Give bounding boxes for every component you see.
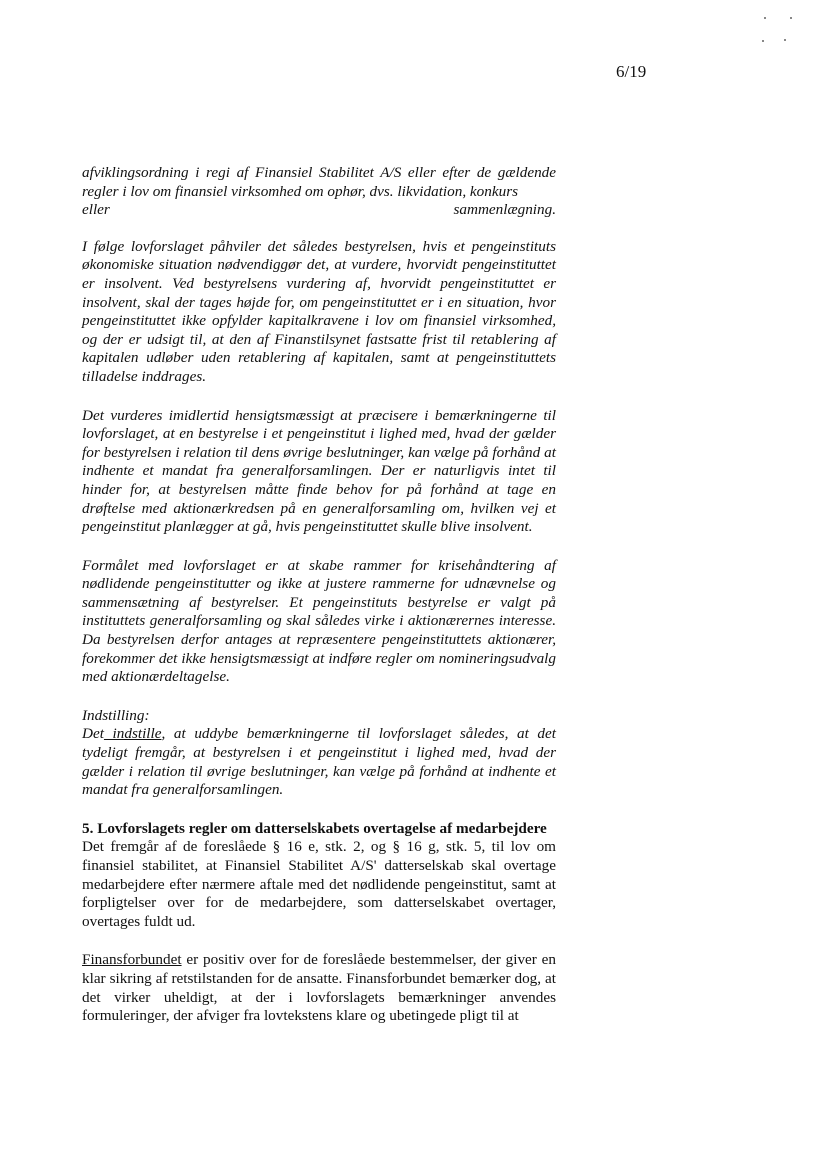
indstilling-text [82,725,556,799]
paragraph-bestyrelsen-vurdering: I følge lovforslaget påhviler det således bestyrelsen, hvis et pengeinstituts økonomiske situation nødvendiggør det, at vurdere, hvorvidt pengeinstituttet er insolvent. Ved bestyrelsens vurdering af, hvorvidt pengeinstituttet er insolvent, skal der tages højde for, om pengeinstituttet er i en situation, hvor pengeinstituttet ikke opfylder kapitalkravene i lov om finansiel virksomhed, og der er udsigt til, at den af Finanstilsynet fastsatte frist til retablering af kapitalen udløber uden retablering af kapitalen, samt at pengeinstituttets tilladelse inddrages. [82,237,556,385]
page-number: 6/19 [616,62,647,81]
paragraph-formaal: Formålet med lovforslaget er at skabe rammer for krisehåndtering af nødlidende pengeinstitutter og ikke at justere rammerne for udnævnelse og sammensætning af bestyrelser. Et pengeinstituts bestyrelse er valgt på instituttets generalforsamling og skal således virke i aktionærernes interesse. Da bestyrelsen derfor antages at repræsentere pengeinstituttets aktionærer, forekommer det ikke hensigtsmæssigt at indføre regler om nomineringsudvalg med aktionærdeltagelse. [82,556,556,686]
indstilling-label: Indstilling: [82,706,150,724]
paragraph-line: afviklingsordning i regi af Finansiel Stabilitet A/S eller efter de gældende regler i lov om finansiel virksomhed om ophør, dvs. likvidation, konkurs [82,164,556,200]
finansforbundet-text: er positiv over for de foreslåede bestemmelser, der giver en klar sikring af retstilstanden for de ansatte. Finansforbundet bemærker dog, at det virker uheldigt, at der i lovforslagets bemærkninger anvendes formuleringer, der afviger fra lovtekstens klare og ubetingede pligt til at [82,951,556,1025]
paragraph-afviklingsordning [82,164,556,220]
section-5-heading: 5. Lovforslagets regler om datterselskabets overtagelse af medarbejdere [82,819,547,837]
paragraph-praecisere-bemaerkninger: Det vurderes imidlertid hensigtsmæssigt at præcisere i bemærkningerne til lovforslaget, at en bestyrelse i et pengeinstitut i lighed med, hvad der gælder for bestyrelsen i relation til dens øvrige beslutninger, kan vælge på forhånd at indhente et mandat fra generalforsamlingen. Der er naturligvis intet til hinder for, at bestyrelsen måtte finde behov for på forhånd at tage en drøftelse med aktionærkredsen på en generalforsamling om, hvilken vej et pengeinstitut planlægger at gå, hvis pengeinstituttet skulle blive insolvent. [82,406,556,536]
indstilling-rest: , at uddybe bemærkningerne til lovforslaget således, at det tydeligt fremgår, at bestyrelsen i et pengeinstitut i lighed med, hvad der gælder i relation til øvrige beslutninger, kan vælge på forhånd at indhente et mandat fra generalforsamlingen. [82,725,556,799]
indstilling-lead: Det [82,725,104,743]
indstilling-block [82,707,556,800]
indstilling-underlined-word: indstille [103,725,162,743]
section-5 [82,820,556,932]
paragraph-line-justified: eller sammenlægning. [82,201,556,219]
document-body [82,164,556,1046]
scan-specks [755,10,815,50]
finansforbundet-name: Finansforbundet [82,951,182,969]
paragraph-finansforbundet [82,951,556,1025]
section-5-text: Det fremgår af de foreslåede § 16 e, stk. 2, og § 16 g, stk. 5, til lov om finansiel stabilitet, at Finansiel Stabilitet A/S' datterselskab skal overtage medarbejdere efter nærmere aftale med det nødlidende pengeinstitut, samt at forpligtelser over for de medarbejdere, som datterselskabet overtager, overtages fuldt ud. [82,838,556,930]
